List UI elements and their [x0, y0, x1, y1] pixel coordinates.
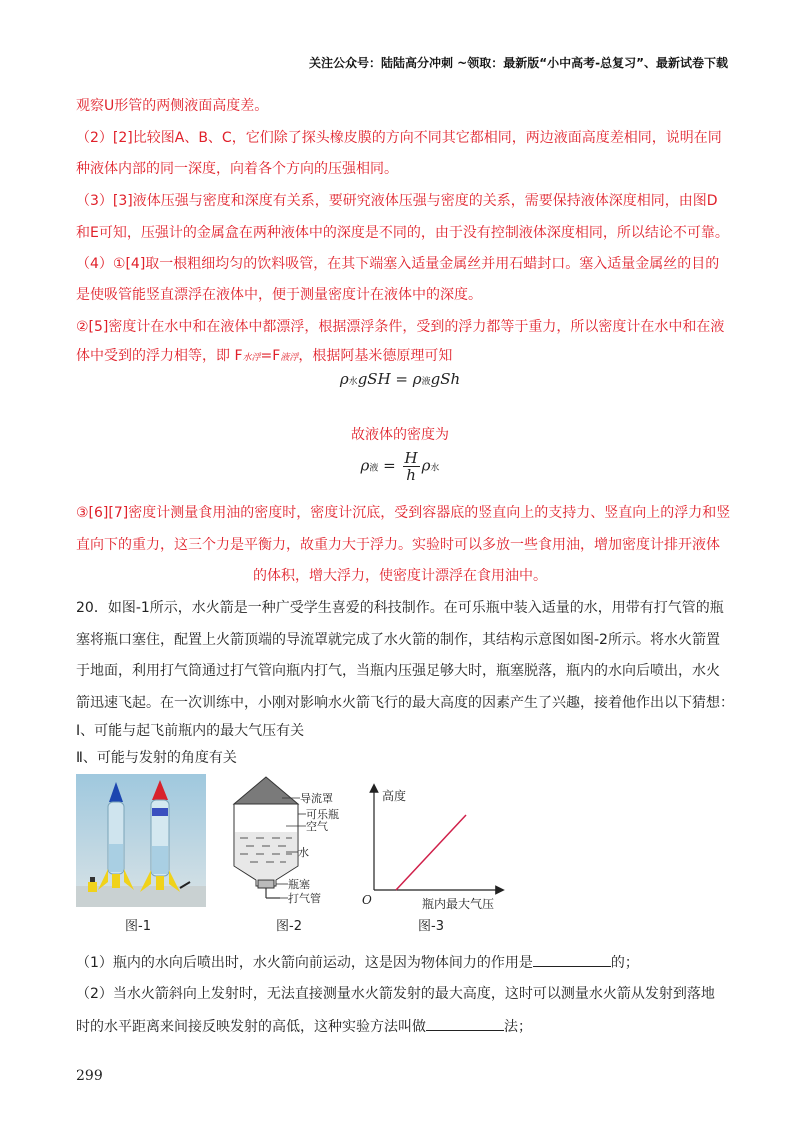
- x-axis-label: 瓶内最大气压: [422, 897, 495, 910]
- figure-2-caption: 图-2: [276, 919, 302, 934]
- question-line-3: 于地面，利用打气筒通过打气管向瓶内打气，当瓶内压强足够大时，瓶塞脱落，瓶内的水向后喷出，水火: [76, 663, 720, 679]
- label-water: 水: [298, 846, 309, 859]
- sub-question-1-tail: 的；: [610, 955, 639, 971]
- sub-question-2-cont: [76, 1016, 532, 1037]
- label-bottle: 可乐瓶: [306, 808, 339, 821]
- page-number: 299: [76, 1068, 103, 1084]
- label-fairing: 导流罩: [300, 792, 333, 805]
- y-axis-label: 高度: [382, 789, 407, 803]
- label-air-tube: 打气管: [288, 892, 321, 905]
- formula-buoyancy-equality: [0, 370, 800, 388]
- answer-line-4: （3）[3]液体压强与密度和深度有关系，要研究液体压强与密度的关系，需要保持液体深度相同，由图D: [76, 193, 718, 209]
- subscript-water-buoyancy: 水浮: [242, 353, 261, 363]
- equals-f: =F: [260, 348, 281, 364]
- rho-subscript-liquid: 液: [421, 377, 431, 387]
- figure-1-caption: 图-1: [125, 919, 151, 934]
- question-line-4: 箭迅速飞起。在一次训练中，小刚对影响水火箭飞行的最大高度的因素产生了兴趣，接着他作出以下猜想：: [76, 695, 734, 711]
- height-pressure-graph: [360, 780, 510, 910]
- rho-symbol: ρ: [339, 370, 349, 388]
- figure-3-caption: 图-3: [418, 919, 444, 934]
- water-rocket-photo: [76, 774, 206, 907]
- answer-line-8: ②[5]密度计在水中和在液体中都漂浮，根据漂浮条件，受到的浮力都等于重力，所以密度计在水中和在液: [76, 319, 725, 335]
- rocket-structure-diagram: [226, 774, 356, 909]
- answer-line-9-text: 体中受到的浮力相等，即 F: [76, 348, 243, 364]
- rho-subscript-water: 水: [430, 463, 440, 474]
- origin-label: O: [362, 893, 372, 907]
- sub-question-1-text: （1）瓶内的水向后喷出时，水火箭向前运动，这是因为物体间力的作用是: [76, 955, 533, 971]
- sub-question-2-text: 时的水平距离来间接反映发射的高低，这种实验方法叫做: [76, 1019, 426, 1035]
- formula-liquid-density: [0, 450, 800, 483]
- hypothesis-1: Ⅰ、可能与起飞前瓶内的最大气压有关: [76, 723, 305, 739]
- formula-end: gSh: [430, 370, 461, 388]
- rho-symbol-2: ρ: [421, 456, 431, 475]
- answer-line-7: 是使吸管能竖直漂浮在液体中，便于测量密度计在液体中的深度。: [76, 287, 482, 303]
- sub-question-2-tail: 法；: [504, 1019, 532, 1035]
- fraction-denominator: h: [406, 466, 416, 484]
- answer-line-1: 观察U形管的两侧液面高度差。: [76, 98, 269, 114]
- subscript-liquid-buoyancy: 液浮: [280, 353, 299, 363]
- answer-blank-1[interactable]: [533, 952, 611, 967]
- hypothesis-2: Ⅱ、可能与发射的角度有关: [76, 750, 237, 766]
- rho-subscript-liquid: 液: [369, 463, 379, 474]
- fraction-numerator: H: [404, 449, 418, 467]
- fraction: [403, 450, 420, 483]
- answer-line-13: 的体积，增大浮力，使密度计漂浮在食用油中。: [253, 568, 547, 584]
- answer-blank-2[interactable]: [426, 1016, 504, 1031]
- answer-line-9: [76, 346, 452, 368]
- page-header: 关注公众号：陆陆高分冲刺 ~领取：最新版“小中高考-总复习”、最新试卷下载: [309, 56, 728, 70]
- fairing-shape: [234, 777, 298, 804]
- label-stopper: 瓶塞: [288, 878, 310, 891]
- answer-line-9-tail: ，根据阿基米德原理可知: [298, 348, 453, 364]
- equals-sign: =: [378, 456, 401, 475]
- sub-question-2: （2）当水火箭斜向上发射时，无法直接测量水火箭发射的最大高度，这时可以测量水火箭从发射到落地: [76, 986, 715, 1002]
- rho-subscript-water: 水: [348, 377, 358, 387]
- height-pressure-line: [396, 815, 466, 890]
- answer-line-3: 种液体内部的同一深度，向着各个方向的压强相同。: [76, 161, 398, 177]
- answer-line-2: （2）[2]比较图A、B、C，它们除了探头橡皮膜的方向不同其它都相同，两边液面高度差相同，说明在同: [76, 130, 722, 146]
- answer-line-6: （4）①[4]取一根粗细均匀的饮料吸管，在其下端塞入适量金属丝并用石蜡封口。塞入适量金属丝的目的: [76, 256, 720, 272]
- question-line-2: 塞将瓶口塞住，配置上火箭顶端的导流罩就完成了水火箭的制作，其结构示意图如图-2所示。将水火箭置: [76, 632, 720, 648]
- answer-line-10: 故液体的密度为: [351, 427, 449, 443]
- answer-line-11: ③[6][7]密度计测量食用油的密度时，密度计沉底，受到容器底的竖直向上的支持力、竖直向上的浮力和竖: [76, 505, 731, 521]
- label-air: 空气: [306, 820, 328, 833]
- rho-symbol: ρ: [360, 456, 370, 475]
- question-line-1: 20．如图-1所示，水火箭是一种广受学生喜爱的科技制作。在可乐瓶中装入适量的水，用带有打气管的瓶: [76, 600, 724, 616]
- formula-middle: gSH = ρ: [357, 370, 422, 388]
- answer-line-5: 和E可知，压强计的金属盒在两种液体中的深度是不同的，由于没有控制液体深度相同，所以结论不可靠。: [76, 225, 729, 241]
- sub-question-1: [76, 952, 639, 973]
- answer-line-12: 直向下的重力，这三个力是平衡力，故重力大于浮力。实验时可以多放一些食用油，增加密度计排开液体: [76, 537, 720, 553]
